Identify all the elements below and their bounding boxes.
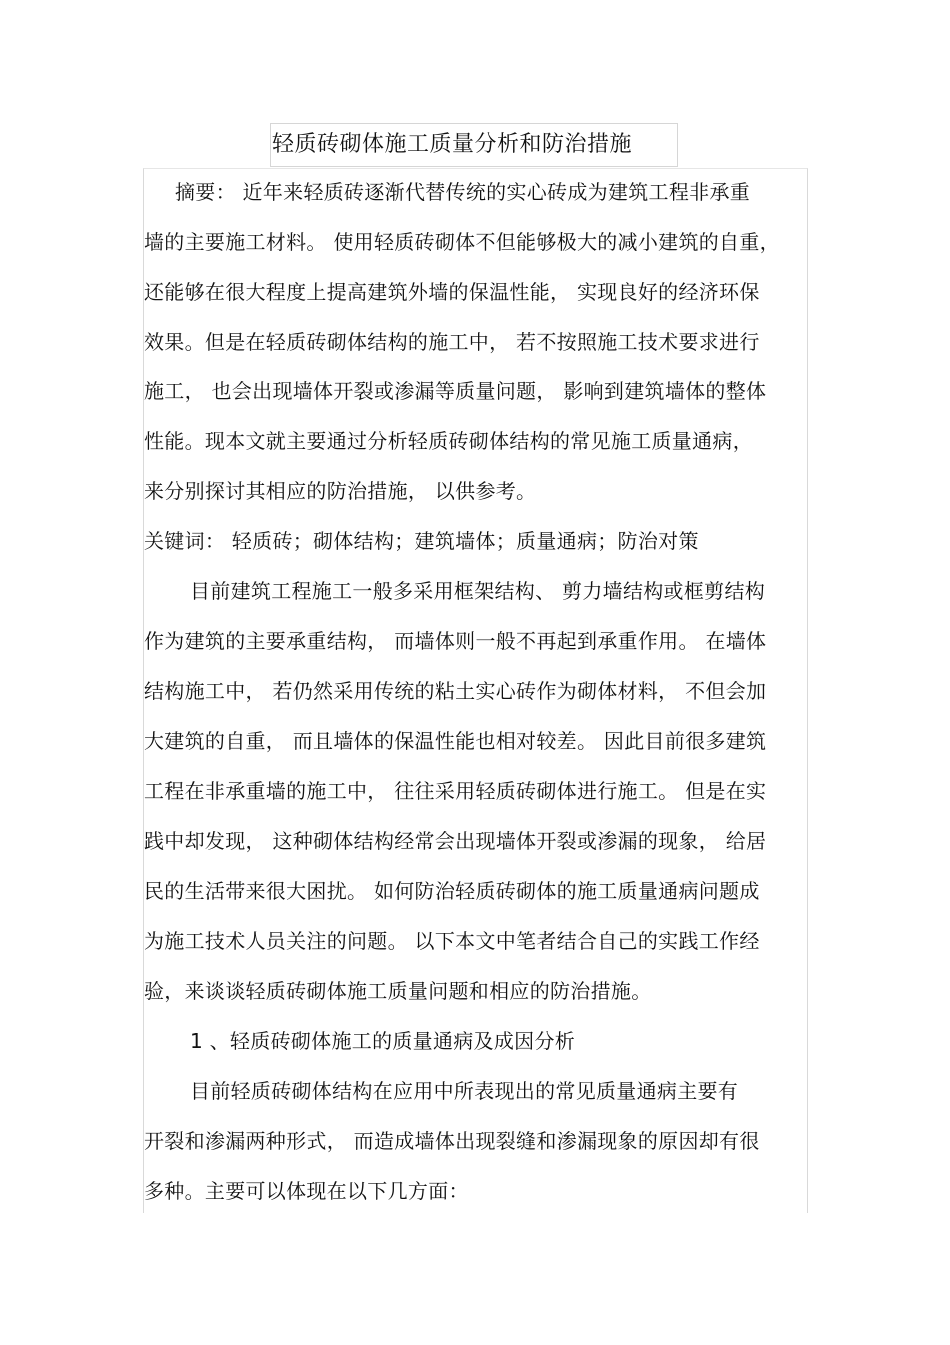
paragraph-1-line-9: 验，来谈谈轻质砖砌体施工质量问题和相应的防治措施。 [144, 979, 652, 1003]
abstract-line-4: 效果。但是在轻质砖砌体结构的施工中， 若不按照施工技术要求进行 [144, 330, 760, 354]
keywords-line: 关键词： 轻质砖；砌体结构；建筑墙体；质量通病；防治对策 [144, 529, 699, 553]
paragraph-2-line-3: 多种。主要可以体现在以下几方面： [144, 1179, 469, 1203]
abstract-line-7: 来分别探讨其相应的防治措施， 以供参考。 [144, 479, 537, 503]
paragraph-1-line-7: 民的生活带来很大困扰。 如何防治轻质砖砌体的施工质量通病问题成 [144, 879, 760, 903]
abstract-line-2: 墙的主要施工材料。 使用轻质砖砌体不但能够极大的减小建筑的自重， [144, 230, 780, 254]
abstract-line-1: 摘要： 近年来轻质砖逐渐代替传统的实心砖成为建筑工程非承重 [175, 180, 751, 204]
paragraph-1-line-2: 作为建筑的主要承重结构， 而墙体则一般不再起到承重作用。 在墙体 [144, 629, 767, 653]
paragraph-2-line-1: 目前轻质砖砌体结构在应用中所表现出的常见质量通病主要有 [190, 1079, 739, 1103]
paragraph-1-line-4: 大建筑的自重， 而且墙体的保温性能也相对较差。 因此目前很多建筑 [144, 729, 767, 753]
paragraph-2-line-2: 开裂和渗漏两种形式， 而造成墙体出现裂缝和渗漏现象的原因却有很 [144, 1129, 760, 1153]
paragraph-1-line-5: 工程在非承重墙的施工中， 往往采用轻质砖砌体进行施工。 但是在实 [144, 779, 767, 803]
abstract-line-3: 还能够在很大程度上提高建筑外墙的保温性能， 实现良好的经济环保 [144, 280, 760, 304]
paragraph-1-line-3: 结构施工中， 若仍然采用传统的粘土实心砖作为砌体材料， 不但会加 [144, 679, 767, 703]
abstract-line-6: 性能。现本文就主要通过分析轻质砖砌体结构的常见施工质量通病， [144, 429, 753, 453]
section-heading-1: 1 、轻质砖砌体施工的质量通病及成因分析 [190, 1029, 576, 1053]
paragraph-1-line-6: 践中却发现， 这种砌体结构经常会出现墙体开裂或渗漏的现象， 给居 [144, 829, 767, 853]
paragraph-1-line-1: 目前建筑工程施工一般多采用框架结构、 剪力墙结构或框剪结构 [190, 579, 766, 603]
abstract-line-5: 施工， 也会出现墙体开裂或渗漏等质量问题， 影响到建筑墙体的整体 [144, 379, 767, 403]
paragraph-1-line-8: 为施工技术人员关注的问题。 以下本文中笔者结合自己的实践工作经 [144, 929, 760, 953]
document-title: 轻质砖砌体施工质量分析和防治措施 [272, 132, 633, 157]
